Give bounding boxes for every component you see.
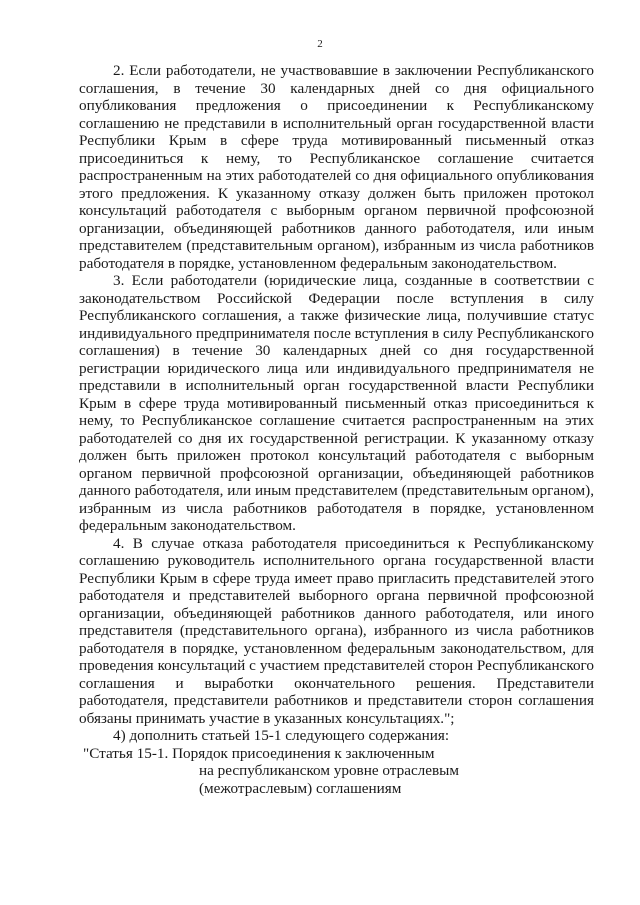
- article-heading-line-1: "Статья 15-1. Порядок присоединения к заключенным: [83, 744, 435, 762]
- document-body: [79, 62, 594, 797]
- paragraph-3: 3. Если работодатели (юридические лица, созданные в соответствии с законодательством Российской Федерации после вступления в силу Республиканского соглашения, а также физические лица, получившие статус индивидуального предпринимателя после вступления в силу Республиканского соглашения) в течение 30 календарных дней со дня государственной регистрации юридического лица или индивидуального предпринимателя не представили в исполнительный орган государственной власти Республики Крым в сфере труда мотивированный письменный отказ присоединиться к нему, то Республиканское соглашение считается распространенным на этих работодателей со дня их государственной регистрации. К указанному отказу должен быть приложен протокол консультаций работодателя с выборным органом первичной профсоюзной организации, объединяющей работников данного работодателя, или иным представителем (представительным органом), избранным из числа работников работодателя в порядке, установленном федеральным законодательством.: [79, 272, 594, 534]
- page-number: 2: [317, 38, 323, 50]
- article-heading-line-2: на республиканском уровне отраслевым: [199, 762, 459, 779]
- paragraph-2: 2. Если работодатели, не участвовавшие в заключении Республиканского соглашения, в течение 30 календарных дней со дня официального опубликования предложения о присоединении к Республиканскому соглашению не представили в исполнительный орган государственной власти Республики Крым в сфере труда мотивированный письменный отказ присоединиться к нему, то Республиканское соглашение считается распространенным на этих работодателей со дня официального опубликования этого предложения. К указанному отказу должен быть приложен протокол консультаций работодателя с выборным органом первичной профсоюзной организации, объединяющей работников данного работодателя, или иным представителем (представительным органом), избранным из числа работников работодателя в порядке, установленном федеральным законодательством.: [79, 62, 594, 272]
- article-15-1-heading: [79, 745, 594, 798]
- article-heading-line-3: (межотраслевым) соглашениям: [199, 779, 402, 797]
- amendment-item-4: 4) дополнить статьей 15-1 следующего содержания:: [113, 727, 450, 744]
- paragraph-4: 4. В случае отказа работодателя присоединиться к Республиканскому соглашению руководитель исполнительного органа государственной власти Республики Крым в сфере труда имеет право пригласить представителей этого работодателя и представителей выборного органа первичной профсоюзной организации, объединяющей работников данного работодателя, или иного представителя (представительного органа), избранного из числа работников работодателя в порядке, установленном федеральным законодательством, для проведения консультаций с участием представителей сторон Республиканского соглашения и выработки окончательного решения. Представители работодателя, представители работников и представители сторон соглашения обязаны принимать участие в указанных консультациях.";: [79, 534, 594, 727]
